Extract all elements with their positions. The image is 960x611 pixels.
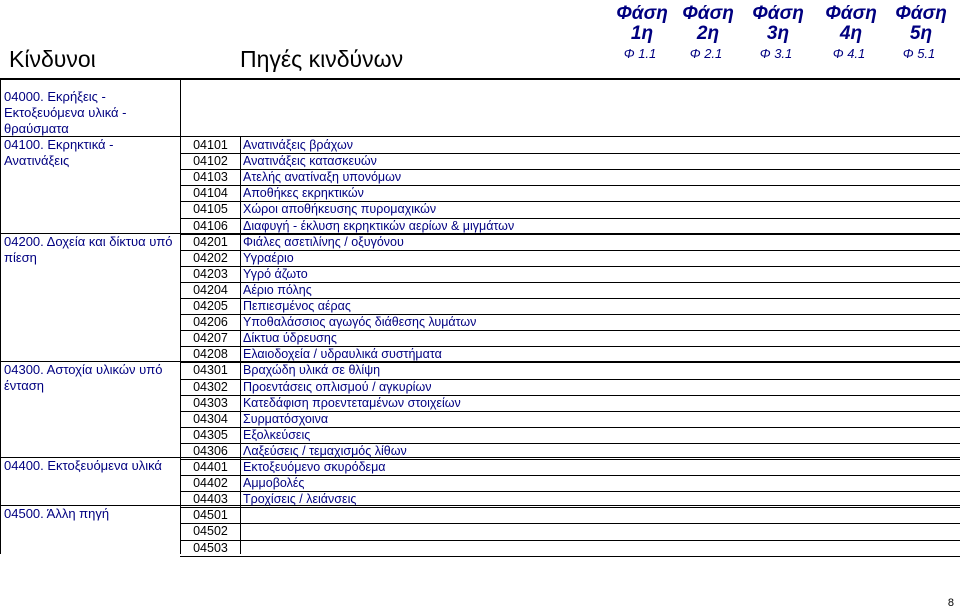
sources-column-title: Πηγές κινδύνων (240, 46, 404, 72)
source-description: Διαφυγή - έκλυση εκρηκτικών αερίων & μιγμάτων (243, 218, 515, 233)
source-code: 04503 (193, 540, 228, 555)
phase-header-5 (891, 4, 951, 44)
source-code: 04303 (193, 395, 228, 410)
source-code: 04206 (193, 315, 228, 330)
source-description: Κατεδάφιση προεντεταμένων στοιχείων (243, 395, 461, 410)
category-divider (0, 136, 960, 137)
source-code: 04105 (193, 202, 228, 217)
source-code: 04106 (193, 218, 228, 233)
phase-label: Φάση (825, 3, 877, 24)
hazard-category: 04100. Εκρηκτικά - Ανατινάξεις (4, 137, 114, 168)
source-description: Βραχώδη υλικά σε θλίψη (243, 363, 381, 378)
source-description: Πεπιεσμένος αέρας (243, 299, 351, 313)
source-code: 04306 (193, 443, 228, 458)
phase-number: 2η (696, 23, 720, 44)
row-divider (180, 556, 960, 557)
phase-label: Φάση (616, 3, 668, 24)
source-description: Υγραέριο (243, 250, 294, 265)
row-divider (180, 507, 960, 508)
source-description: Υγρό άζωτο (243, 266, 308, 281)
source-description: Χώροι αποθήκευσης πυρομαχικών (243, 202, 437, 217)
header-rule (0, 78, 960, 80)
phase-code: Φ 5.1 (902, 46, 936, 61)
source-code: 04101 (193, 138, 228, 152)
row-divider (180, 523, 960, 524)
phase-header-3 (748, 4, 808, 44)
source-code: 04305 (193, 427, 228, 442)
phase-header-4 (821, 4, 881, 44)
phase-number: 4η (839, 23, 863, 44)
hazard-category: 04000. Εκρήξεις - Εκτοξευόμενα υλικά - θραύσματα (4, 89, 127, 136)
source-code: 04203 (193, 266, 228, 281)
source-code: 04502 (193, 524, 228, 539)
source-code: 04102 (193, 154, 228, 169)
row-divider (180, 250, 960, 251)
source-code: 04201 (193, 234, 228, 249)
source-code: 04104 (193, 186, 228, 201)
source-description: Αποθήκες εκρηκτικών (243, 186, 364, 201)
source-description: Εξολκεύσεις (243, 427, 311, 442)
source-code: 04202 (193, 250, 228, 265)
source-code: 04304 (193, 411, 228, 426)
source-description: Ατελής ανατίναξη υπονόμων (243, 170, 402, 185)
source-description: Τροχίσεις / λειάνσεις (243, 492, 357, 507)
source-description: Συρματόσχοινα (243, 411, 329, 426)
phase-code: Φ 2.1 (689, 46, 723, 61)
category-divider (0, 505, 960, 506)
column-divider-1 (180, 80, 181, 554)
phase-code: Φ 1.1 (623, 46, 657, 61)
source-code: 04403 (193, 492, 228, 507)
source-description: Φιάλες ασετιλίνης / οξυγόνου (243, 234, 404, 249)
source-code: 04207 (193, 331, 228, 346)
source-code: 04204 (193, 282, 228, 297)
source-code: 04103 (193, 170, 228, 185)
phase-label: Φάση (895, 3, 947, 24)
source-code: 04302 (193, 379, 228, 394)
phase-number: 5η (909, 23, 933, 44)
source-description: Ανατινάξεις κατασκευών (243, 154, 377, 169)
source-code: 04208 (193, 347, 228, 362)
source-code: 04301 (193, 363, 228, 378)
phase-label: Φάση (682, 3, 734, 24)
source-description: Αμμοβολές (243, 476, 305, 491)
phase-code: Φ 4.1 (832, 46, 866, 61)
category-divider (0, 457, 960, 458)
phase-header-2 (678, 4, 738, 44)
row-divider (180, 540, 960, 541)
source-description: Λαξεύσεις / τεμαχισμός λίθων (243, 443, 407, 458)
source-description: Ελαιοδοχεία / υδραυλικά συστήματα (243, 347, 442, 362)
hazard-category: 04400. Εκτοξευόμενα υλικά (4, 458, 162, 473)
source-description: Υποθαλάσσιος αγωγός διάθεσης λυμάτων (243, 315, 477, 330)
source-code: 04501 (193, 508, 228, 523)
source-code: 04402 (193, 476, 228, 491)
left-border (0, 80, 1, 554)
phase-number: 1η (630, 23, 654, 44)
hazard-category: 04500. Άλλη πηγή (4, 506, 110, 521)
source-description: Δίκτυα ύδρευσης (243, 331, 337, 346)
source-code: 04205 (193, 299, 228, 313)
source-code: 04401 (193, 460, 228, 474)
source-description: Ανατινάξεις βράχων (243, 138, 353, 152)
hazard-category: 04200. Δοχεία και δίκτυα υπό πίεση (4, 234, 173, 265)
phase-header-1 (612, 4, 672, 44)
hazards-column-title: Κίνδυνοι (9, 46, 96, 72)
hazard-category: 04300. Αστοχία υλικών υπό ένταση (4, 362, 163, 393)
source-description: Προεντάσεις οπλισμού / αγκυρίων (243, 379, 432, 394)
phase-code: Φ 3.1 (759, 46, 793, 61)
source-description: Εκτοξευόμενο σκυρόδεμα (243, 460, 386, 474)
page-number: 8 (947, 597, 954, 609)
phase-number: 3η (766, 23, 790, 44)
phase-label: Φάση (752, 3, 804, 24)
source-description: Αέριο πόλης (243, 282, 312, 297)
